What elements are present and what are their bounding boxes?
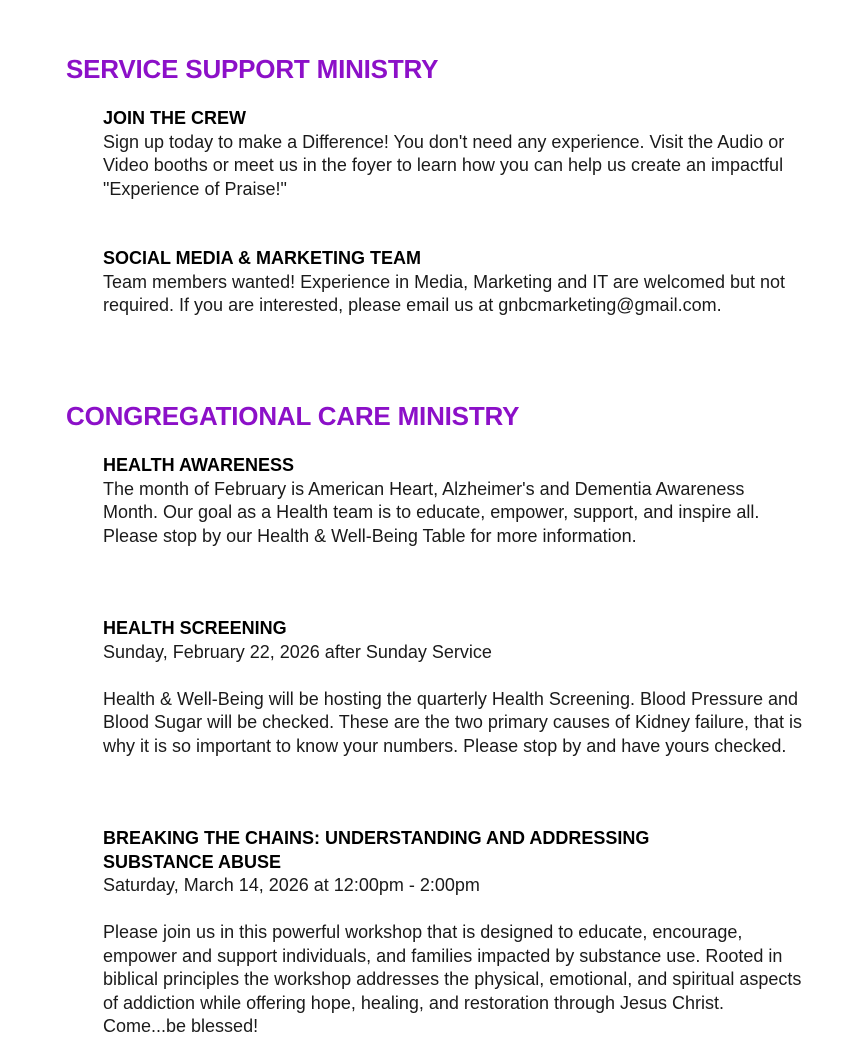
- item-breaking-the-chains: [103, 827, 703, 874]
- item-title: BREAKING THE CHAINS: UNDERSTANDING AND ADDRESSING SUBSTANCE ABUSE: [103, 828, 650, 872]
- item-title: HEALTH SCREENING: [103, 618, 287, 638]
- item-date: Saturday, March 14, 2026 at 12:00pm - 2:00pm: [103, 875, 480, 895]
- spacer: [103, 898, 803, 922]
- item-title: SOCIAL MEDIA & MARKETING TEAM: [103, 248, 421, 268]
- item-text: The month of February is American Heart, Alzheimer's and Dementia Awareness Month. Our goal as a Health team is to educate, empower, support, and inspire all. Please stop by our Health & Well-Being Table for more information.: [103, 478, 760, 546]
- section-title-congregational-care: CONGREGATIONAL CARE MINISTRY: [66, 401, 520, 431]
- item-join-the-crew: [103, 107, 803, 201]
- item-text: Please join us in this powerful workshop that is designed to educate, encourage, empower and support individuals, and families impacted by substance use. Rooted in biblical principles the workshop addresses the physical, emotional, and spiritual aspects of addiction while offering hope, healing, and restoration through Jesus Christ. Come...be blessed!: [103, 922, 802, 1036]
- item-title: JOIN THE CREW: [103, 108, 247, 128]
- item-social-media-marketing-team: [103, 247, 803, 318]
- item-text: Health & Well-Being will be hosting the quarterly Health Screening. Blood Pressure and Blood Sugar will be checked. These are the two primary causes of Kidney failure, that is why it is so important to know your numbers. Please stop by and have yours checked.: [103, 688, 803, 756]
- item-title: HEALTH AWARENESS: [103, 455, 295, 475]
- item-text: Team members wanted! Experience in Media, Marketing and IT are welcomed but not required. If you are interested, please email us at gnbcmarketing@gmail.com.: [103, 271, 786, 315]
- section-title-service-support: SERVICE SUPPORT MINISTRY: [66, 54, 439, 84]
- item-date: Sunday, February 22, 2026 after Sunday Service: [103, 641, 492, 662]
- item-breaking-the-chains-details: [103, 874, 803, 1039]
- item-health-awareness: [103, 454, 803, 548]
- spacer: [103, 664, 803, 688]
- item-text: Sign up today to make a Difference! You don't need any experience. Visit the Audio or Video booths or meet us in the foyer to learn how you can help us create an impactful "Experience of Praise!": [103, 131, 785, 199]
- item-health-screening: [103, 617, 803, 758]
